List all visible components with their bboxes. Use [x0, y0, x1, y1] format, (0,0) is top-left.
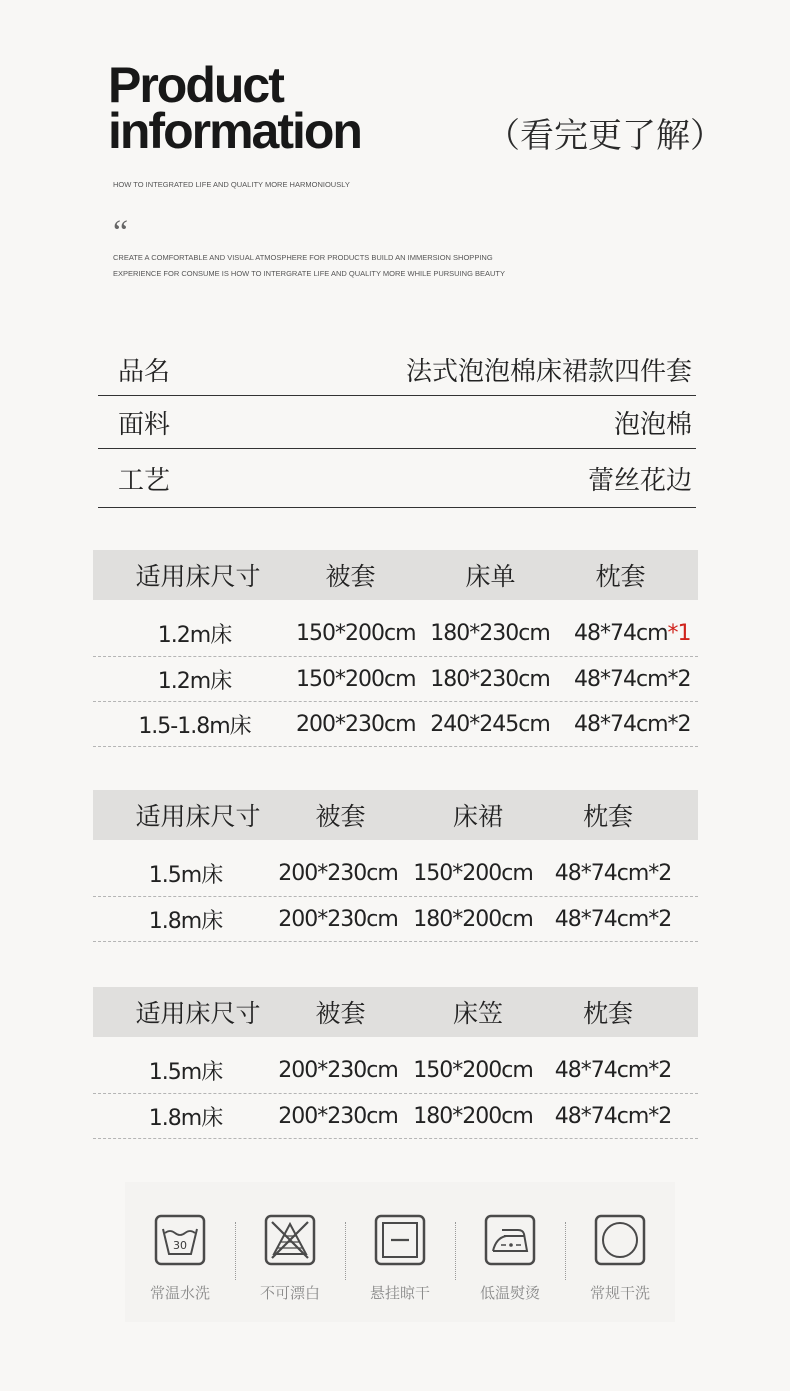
duvet-cell: 200*230cm [278, 860, 398, 886]
sheet-cell: 180*200cm [413, 1103, 533, 1129]
care-label: 悬挂晾干 [369, 1284, 430, 1302]
info-label: 面料 [118, 409, 171, 440]
table-row [93, 1037, 698, 1094]
duvet-cell: 200*230cm [278, 1103, 398, 1129]
pillow-cell [574, 620, 691, 646]
product-info-table [98, 343, 696, 508]
header-cell: 适用床尺寸 [135, 562, 261, 591]
care-label: 低温熨烫 [479, 1284, 540, 1302]
header-cell: 床单 [465, 562, 516, 591]
size-table-sheet [93, 550, 698, 747]
pillow-size: 48*74cm [554, 860, 649, 886]
pillow-qty: *2 [648, 906, 672, 932]
duvet-cell: 200*230cm [296, 711, 416, 737]
size-cell: 1.5m床 [148, 1059, 223, 1085]
info-row [98, 449, 696, 508]
duvet-cell: 150*200cm [296, 666, 416, 692]
pillow-size: 48*74cm [574, 620, 668, 646]
page-title [108, 57, 361, 159]
table-row [93, 1094, 698, 1139]
table-header [93, 987, 698, 1037]
header-cell: 被套 [325, 562, 376, 591]
header-cell: 枕套 [582, 999, 633, 1028]
table-row [93, 897, 698, 942]
header-cell: 适用床尺寸 [135, 999, 261, 1028]
pillow-cell [574, 666, 691, 692]
pillow-size: 48*74cm [574, 666, 668, 692]
header-cell: 枕套 [582, 802, 633, 831]
pillow-qty: *2 [648, 1057, 672, 1083]
info-value: 泡泡棉 [613, 409, 692, 440]
header-cell: 适用床尺寸 [135, 802, 261, 831]
size-cell: 1.8m床 [148, 1105, 223, 1131]
care-item [455, 1214, 565, 1303]
title-line-1: Product [108, 57, 283, 113]
sheet-cell: 150*200cm [413, 1057, 533, 1083]
low-iron-icon [484, 1214, 536, 1266]
duvet-cell: 200*230cm [278, 906, 398, 932]
pillow-qty: *2 [648, 860, 672, 886]
pillow-cell [548, 1104, 678, 1129]
table-header [93, 790, 698, 840]
header-cell: 床笠 [452, 999, 503, 1028]
pillow-cell [548, 861, 678, 886]
line-dry-icon [374, 1214, 426, 1266]
care-item [235, 1214, 345, 1303]
table-row [93, 702, 698, 747]
size-cell: 1.2m床 [157, 622, 232, 648]
duvet-cell: 150*200cm [296, 620, 416, 646]
pillow-cell [548, 1058, 678, 1083]
header-cell: 床裙 [452, 802, 503, 831]
pillow-cell [574, 711, 691, 737]
title-line-2: information [108, 103, 361, 159]
size-cell: 1.5m床 [148, 862, 223, 888]
description: CREATE A COMFORTABLE AND VISUAL ATMOSPHERE FOR PRODUCTS BUILD AN IMMERSION SHOPPING EXPERIENCE FOR CONSUME IS HOW TO INTERGRATE LIFE AND QUALITY MORE WHILE PURSUING BEAUTY [113, 253, 506, 278]
size-cell: 1.5-1.8m床 [138, 713, 251, 739]
pillow-size: 48*74cm [554, 1103, 649, 1129]
pillow-qty: *2 [648, 1103, 672, 1129]
sheet-cell: 180*230cm [430, 666, 550, 692]
pillow-qty: *1 [667, 620, 691, 646]
header-cell: 被套 [315, 802, 366, 831]
info-row [98, 396, 696, 449]
table-row [93, 600, 698, 657]
dry-clean-icon [594, 1214, 646, 1266]
pillow-cell [548, 907, 678, 932]
size-cell: 1.2m床 [157, 668, 232, 694]
sheet-cell: 150*200cm [413, 860, 533, 886]
care-instructions [125, 1182, 675, 1322]
info-row [98, 343, 696, 396]
wash-30-icon [154, 1214, 206, 1266]
wash-temp: 30 [173, 1239, 187, 1252]
duvet-cell: 200*230cm [278, 1057, 398, 1083]
sheet-cell: 180*200cm [413, 906, 533, 932]
table-header [93, 550, 698, 600]
care-label: 常规干洗 [589, 1284, 650, 1302]
subtitle: （看完更了解） [486, 116, 724, 156]
header-cell: 枕套 [595, 562, 646, 591]
table-row [93, 840, 698, 897]
pillow-qty: *2 [667, 666, 691, 692]
sheet-cell: 180*230cm [430, 620, 550, 646]
table-row [93, 657, 698, 702]
size-table-bedskirt [93, 790, 698, 942]
size-cell: 1.8m床 [148, 908, 223, 934]
pillow-size: 48*74cm [574, 711, 668, 737]
tagline: HOW TO INTEGRATED LIFE AND QUALITY MORE HARMONIOUSLY [113, 180, 350, 189]
pillow-size: 48*74cm [554, 906, 649, 932]
care-item [345, 1214, 455, 1303]
care-item [565, 1214, 675, 1303]
care-item [125, 1214, 235, 1303]
header-cell: 被套 [315, 999, 366, 1028]
pillow-qty: *2 [667, 711, 691, 737]
size-table-fitted [93, 987, 698, 1139]
pillow-size: 48*74cm [554, 1057, 649, 1083]
info-label: 工艺 [118, 465, 171, 496]
quote-mark-icon: “ [113, 214, 129, 251]
no-bleach-icon [264, 1214, 316, 1266]
info-value: 法式泡泡棉床裙款四件套 [405, 356, 692, 387]
sheet-cell: 240*245cm [430, 711, 550, 737]
care-label: 常温水洗 [149, 1284, 210, 1302]
info-label: 品名 [118, 356, 171, 387]
care-label: 不可漂白 [259, 1284, 320, 1302]
info-value: 蕾丝花边 [587, 465, 692, 496]
